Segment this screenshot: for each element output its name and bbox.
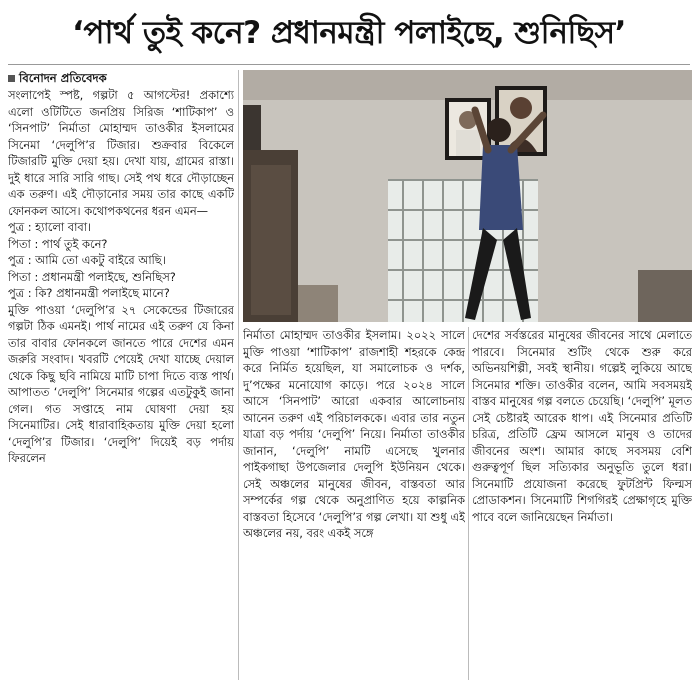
article-column-3 <box>472 327 692 680</box>
body-paragraph: মুক্তি পাওয়া ‘দেলুপি’র ২৭ সেকেন্ডের টিজারের গল্পটা ঠিক এমনই। পার্থ নামের এই তরুণ যে কিনা তার বাবার ফোনকলে জানতে পারে দেশের এমন জরুরি সংবাদ। খবরটি পেয়েই দেখা যাচ্ছে দেয়াল থেকে কিছু ছবি নামিয়ে মাটি চাপা দিতে ব্যস্ত পার্থ। আপাতত ‘দেলুপি’ সিনেমার গল্পের এতটুকুই জানা গেল। গত সপ্তাহে নাম ঘোষণা দেয়া হয় সিনেমাটির। সেই ধারাবাহিকতায় মুক্তি দেয়া হলো ‘দেলুপি’র টিজার। ‘দেলুপি’ দিয়েই বড় পর্দায় ফিরলেন <box>8 302 234 465</box>
article-column-1 <box>8 70 234 680</box>
column-divider <box>238 70 239 680</box>
dialogue-line: পুত্র : কি? প্রধানমন্ত্রী পলাইছে মানে? <box>8 286 170 300</box>
dialogue-line: পিতা : পার্থ তুই কনে? <box>8 236 108 251</box>
body-paragraph: দেশের সর্বস্তরের মানুষের জীবনের সাথে মেলাতে পারবে। সিনেমার শুটিং থেকে শুরু করে অভিনয়শিল্পী, সবই স্থানীয়। গল্পেই লুকিয়ে আছে সিনেমার শক্তি। তাওকীর বলেন, আমি সবসময়ই বাস্তব মানুষের গল্প বলতে চেয়েছি। ‘দেলুপি’ মূলত সেই চেষ্টারই আরেক ধাপ। এই সিনেমার প্রতিটি চরিত্র, প্রতিটি ফ্রেম আসলে মানুষ ও তাদের জীবনের অংশ। আমার কাছে সবসময় বেশি গুরুত্বপূর্ণ ছিল সত্যিকার অনুভূতি তুলে ধরা। সিনেমাটি প্রযোজনা করেছে ফুটপ্রিন্ট ফিল্মস প্রোডাকশন। সিনেমাটি শিগগিরই প্রেক্ষাগৃহে মুক্তি পাবে বলে জানিয়েছেন নির্মাতা। <box>472 328 692 524</box>
dialogue-line: পুত্র : আমি তো একটু বাইরে আছি। <box>8 253 166 267</box>
body-paragraph: নির্মাতা মোহাম্মদ তাওকীর ইসলাম। ২০২২ সালে মুক্তি পাওয়া ‘শাটিকাপ’ রাজশাহী শহরকে কেন্দ্র করে নির্মিত হয়েছিল, যা সমালোচক ও দর্শক, দু’পক্ষের মনোযোগ কাড়ে। পরে ২০২৪ সালে আসে ‘সিনপাট’ আরো একবার আলোচনায় আনেন তরুণ এই পরিচালককে। এবার তার নতুন যাত্রা বড় পর্দায় ‘দেলুপি’ নিয়ে। নির্মাতা তাওকীর জানান, ‘দেলুপি’ নামটি এসেছে খুলনার পাইকগাছা উপজেলার দেলুপি ইউনিয়ন থেকে। সেই অঞ্চলের মানুষের জীবন, বাস্তবতা আর সম্পর্কের গল্প থেকে অনুপ্রাণিত হয়ে কাল্পনিক বাস্তবতা হিসেবে ‘দেলুপি’র গল্প লেখা। যা শুধু এই অঞ্চলের নয়, বরং একই সঙ্গে <box>243 328 465 540</box>
dialogue-block <box>8 219 234 302</box>
byline-bullet-icon <box>8 75 15 82</box>
column-divider <box>468 327 469 680</box>
headline: ‘পার্থ তুই কনে? প্রধানমন্ত্রী পলাইছে, শুনিছিস’ <box>72 15 626 51</box>
byline <box>8 70 234 86</box>
dialogue-line: পুত্র : হ্যালো বাবা। <box>8 220 92 234</box>
dialogue-line: পিতা : প্রধানমন্ত্রী পলাইছে, শুনিছিস? <box>8 269 176 284</box>
headline-rule <box>8 64 690 65</box>
teaser-still-photo <box>243 70 692 322</box>
intro-paragraph: সংলাপেই স্পষ্ট, গল্পটা ৫ আগস্টের! প্রকাশ্যে এলো ওটিটিতে জনপ্রিয় সিরিজ ‘শাটিকাপ’ ও ‘সিনপাট’ নির্মাতা মোহাম্মদ তাওকীর ইসলামের সিনেমা ‘দেলুপি’র টিজার। শুক্রবার বিকেলে টিজারটি মুক্তি দেয়া হয়। দেখা যায়, গ্রামের রাস্তা। দুই ধারে সারি সারি গাছ। সেই পথ ধরে দৌড়াচ্ছেন এক তরুণ। এই দৌড়ানোর সময় তার কাছে একটি ফোনকল আসে। কথোপকথনের ধরন এমন— <box>8 88 234 218</box>
byline-text: বিনোদন প্রতিবেদক <box>19 71 107 85</box>
article-column-2 <box>243 327 465 680</box>
photo-illustration <box>243 70 692 322</box>
